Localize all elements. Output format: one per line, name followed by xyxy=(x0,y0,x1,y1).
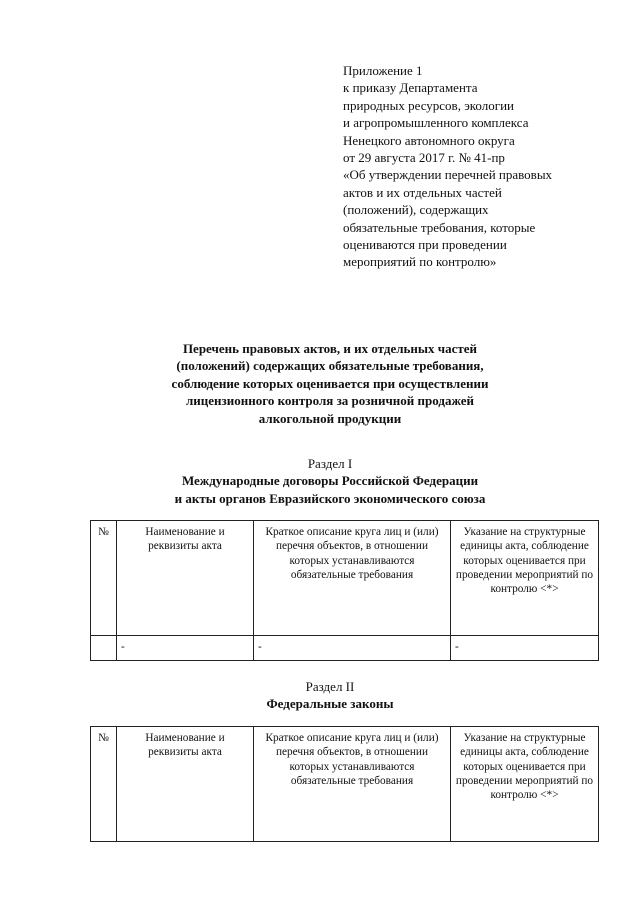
appendix-line: Ненецкого автономного округа xyxy=(343,132,515,148)
table-cell xyxy=(91,636,117,661)
table-cell: - xyxy=(117,636,254,661)
section-1-table xyxy=(90,520,599,661)
appendix-line: актов и их отдельных частей xyxy=(343,184,502,200)
appendix-line: Приложение 1 xyxy=(343,63,423,78)
table-cell: - xyxy=(254,636,451,661)
header-structural-units: Указание на структурные единицы акта, соблюдение которых оценивается при проведении мероприятий по контролю <*> xyxy=(451,727,599,842)
header-structural-units: Указание на структурные единицы акта, соблюдение которых оценивается при проведении мероприятий по контролю <*> xyxy=(451,521,599,636)
table-header-row xyxy=(91,727,599,842)
appendix-line: обязательные требования, которые xyxy=(343,219,536,235)
header-description: Краткое описание круга лиц и (или) перечня объектов, в отношении которых устанавливаются обязательные требования xyxy=(254,521,451,636)
table-row xyxy=(91,636,599,661)
header-description: Краткое описание круга лиц и (или) перечня объектов, в отношении которых устанавливаются обязательные требования xyxy=(254,727,451,842)
appendix-line: от 29 августа 2017 г. № 41-пр xyxy=(343,150,505,166)
section-1-heading xyxy=(100,455,560,507)
appendix-line: «Об утверждении перечней правовых xyxy=(343,167,553,183)
appendix-line: и агропромышленного комплекса xyxy=(343,115,529,131)
header-number: № xyxy=(91,521,117,636)
appendix-line: (положений), содержащих xyxy=(343,202,489,218)
section-number: Раздел I xyxy=(307,456,353,471)
header-number: № xyxy=(91,727,117,842)
appendix-line: природных ресурсов, экологии xyxy=(343,97,514,113)
table-header-row xyxy=(91,521,599,636)
section-subtitle: Международные договоры Российской Федерации xyxy=(181,473,479,489)
appendix-line: мероприятий по контролю» xyxy=(343,254,497,270)
appendix-line: к приказу Департамента xyxy=(343,80,478,96)
title-line: (положений) содержащих обязательные требования, xyxy=(176,358,484,374)
section-subtitle: и акты органов Евразийского экономического союза xyxy=(174,490,486,506)
header-act-name: Наименование и реквизиты акта xyxy=(117,727,254,842)
title-line: Перечень правовых актов, и их отдельных частей xyxy=(182,341,478,356)
appendix-line: оцениваются при проведении xyxy=(343,237,507,253)
title-line: лицензионного контроля за розничной продажей xyxy=(186,393,474,409)
header-act-name: Наименование и реквизиты акта xyxy=(117,521,254,636)
section-number: Раздел II xyxy=(305,679,355,694)
table-cell: - xyxy=(451,636,599,661)
section-subtitle: Федеральные законы xyxy=(266,696,394,712)
section-2-heading xyxy=(100,678,560,713)
title-line: алкогольной продукции xyxy=(258,410,402,426)
section-2-table xyxy=(90,726,599,842)
title-line: соблюдение которых оценивается при осуществлении xyxy=(171,375,489,391)
document-title xyxy=(100,340,560,427)
appendix-block xyxy=(343,62,552,271)
